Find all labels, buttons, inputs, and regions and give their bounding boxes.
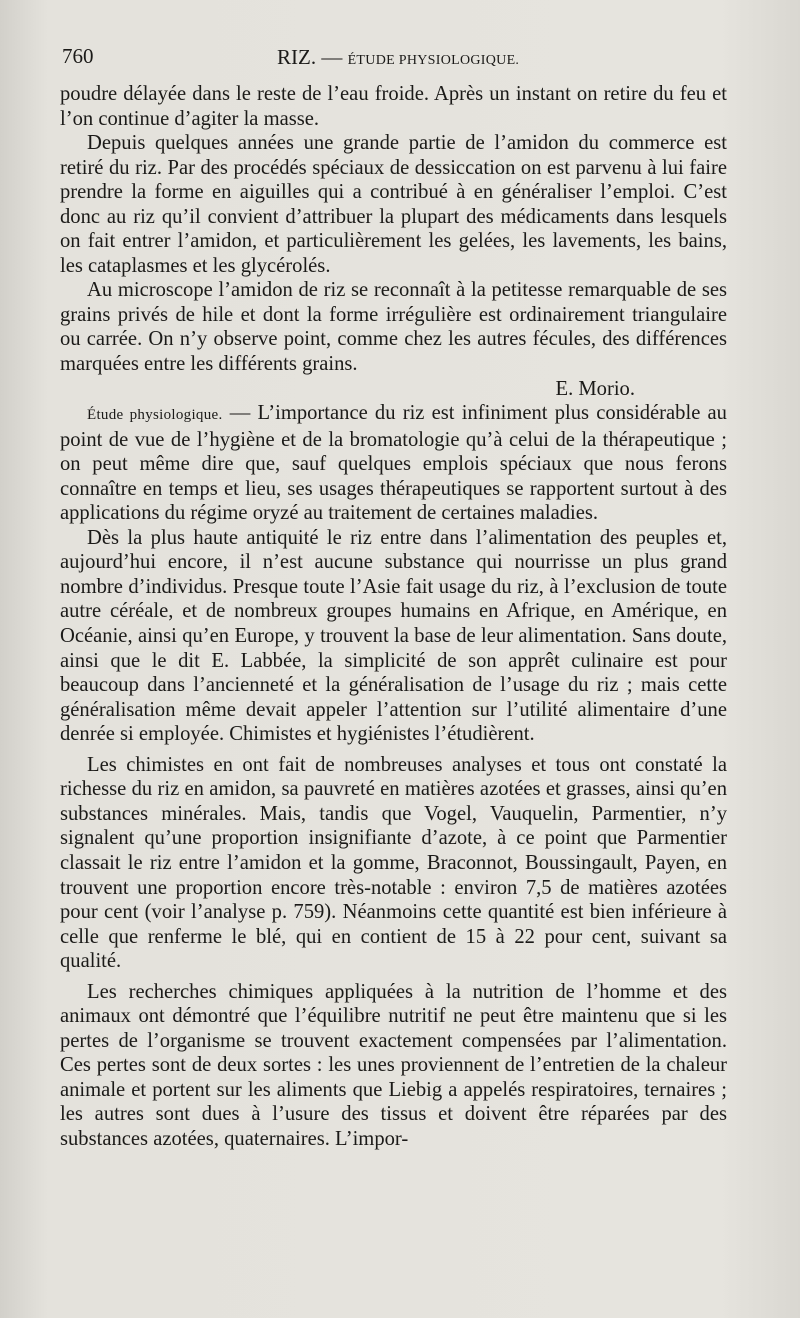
paragraph-amidon-commerce: Depuis quelques années une grande partie de l’amidon du commerce est retiré du riz. Par des procédés spéciaux de dessiccation on est parvenu à lui faire prendre la forme en aiguilles qui a contribué à en généraliser l’emploi. C’est donc au riz qu’il convient d’attribuer la plupart des médicaments dans lesquels on fait entrer l’amidon, et particulièrement les gelées, les lavements, les bains, les cataplasmes et les glycérolés. — [60, 132, 727, 277]
running-title-section: ÉTUDE PHYSIOLOGIQUE. — [347, 53, 520, 68]
running-title — [277, 45, 519, 70]
running-title-dash: — — [316, 45, 348, 69]
page-number: 760 — [62, 44, 94, 68]
body-text — [60, 82, 727, 1152]
paragraph-microscope: Au microscope l’amidon de riz se reconnaît à la petitesse remarquable de ses grains privés de hile et dont la forme irrégulière est ordinairement triangulaire ou carrée. On n’y observe point, comme chez les autres fécules, des différences marquées entre les différents grains. — [60, 279, 727, 376]
page-header — [62, 44, 727, 72]
paragraph-etude-physiologique — [60, 401, 727, 526]
section-label: Étude physiologique. — [87, 407, 223, 424]
section-text: — L’importance du riz est infiniment plus considérable au point de vue de l’hygiène et de la bromatologie qu’à celui de la thérapeutique ; on peut même dire que, sauf quelques emplois spéciaux que nous ferons connaître en temps et lieu, ses usages thérapeutiques se rapportent surtout à des applications du régime oryzé au traitement de certaines maladies. — [60, 402, 727, 525]
paragraph-chimistes: Les chimistes en ont fait de nombreuses analyses et tous ont constaté la richesse du riz en amidon, sa pauvreté en matières azotées et grasses, ainsi qu’en substances minérales. Mais, tandis que Vogel, Vauquelin, Parmentier, n’y signalent qu’une proportion insignifiante d’azote, à ce point que Parmentier classait le riz entre l’amidon et la gomme, Braconnot, Boussingault, Payen, en trouvent une proportion encore très-notable : environ 7,5 de matières azotées pour cent (voir l’analyse p. 759). Néanmoins cette quantité est bien inférieure à celle que renferme le blé, qui en contient de 15 à 22 pour cent, suivant sa qualité. — [60, 753, 727, 973]
paragraph-nutrition: Les recherches chimiques appliquées à la nutrition de l’homme et des animaux ont démontré que l’équilibre nutritif ne peut être maintenu que si les pertes de l’organisme se trouvent exactement compensées par l’alimentation. Ces pertes sont de deux sortes : les unes proviennent de l’entretien de la chaleur animale et portent sur les aliments que Liebig a appelés respiratoires, ternaires ; les autres sont dues à l’usure des tissus et doivent être réparées par des substances azotées, quaternaires. L’impor- — [60, 980, 727, 1150]
author-signature: E. Morio. — [555, 377, 635, 400]
paragraph-antiquite: Dès la plus haute antiquité le riz entre dans l’alimentation des peuples et, aujourd’hui encore, il n’est aucune substance qui nourrisse un plus grand nombre d’individus. Presque toute l’Asie fait usage du riz, à l’exclusion de toute autre céréale, et de nombreux groupes humains en Afrique, en Amérique, en Océanie, ainsi qu’en Europe, y trouvent la base de leur alimentation. Sans doute, ainsi que le dit E. Labbée, la simplicité de son apprêt culinaire est pour beaucoup dans l’ancienneté et la généralisation de l’usage du riz ; mais cette généralisation même devait appeler l’attention sur l’utilité alimentaire d’une denrée si employée. Chimistes et hygiénistes l’étudièrent. — [60, 526, 727, 746]
running-title-main: RIZ. — [277, 45, 317, 69]
paragraph-continuation: poudre délayée dans le reste de l’eau froide. Après un instant on retire du feu et l’on continue d’agiter la masse. — [60, 83, 727, 130]
